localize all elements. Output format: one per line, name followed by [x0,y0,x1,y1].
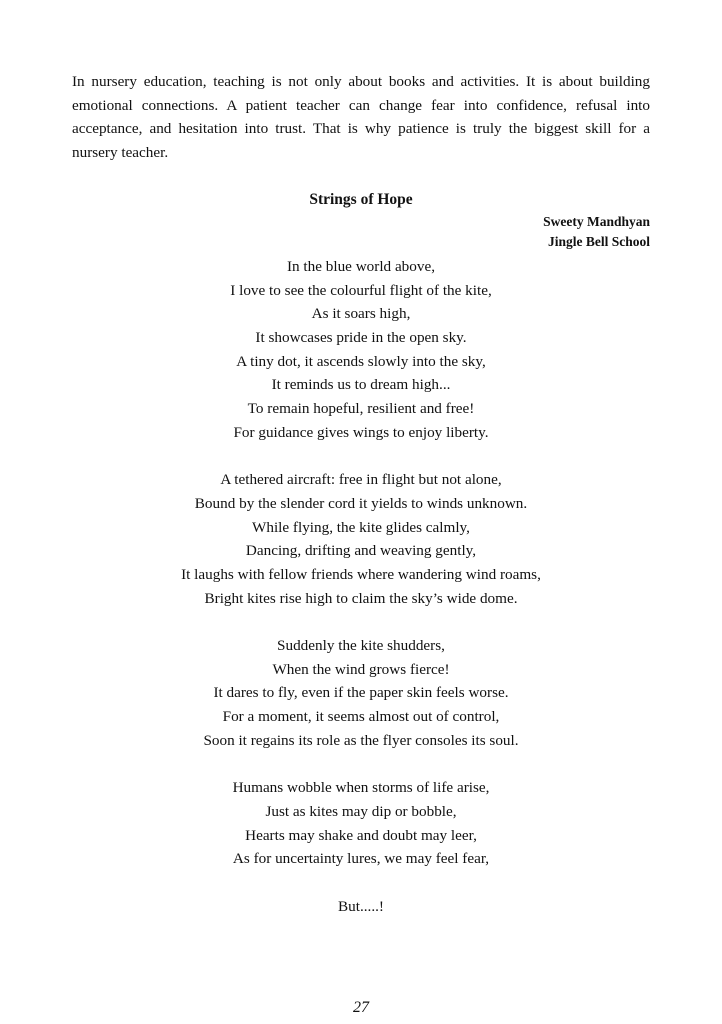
intro-paragraph: In nursery education, teaching is not only about books and activities. It is about building emotional connections. A patient teacher can change fear into confidence, refusal into acceptance, and hesitation into trust. That is why patience is truly the biggest skill for a nursery teacher. [72,73,650,162]
poem-line: For guidance gives wings to enjoy liberty. [233,423,489,441]
poem-line: Just as kites may dip or bobble, [265,802,457,820]
poem-line: I love to see the colourful flight of the kite, [230,281,492,299]
poem-line: But.....! [338,897,384,915]
poem-line: Humans wobble when storms of life arise, [232,779,490,797]
poem-body [0,255,722,918]
poem-stanza [0,776,722,871]
poem-stanza [0,255,722,445]
stanza-gap [0,445,722,469]
poem-line: For a moment, it seems almost out of control, [222,708,500,726]
poem-line: It laughs with fellow friends where wandering wind roams, [181,565,541,583]
page-number: 27 [353,999,369,1016]
poem-line: Suddenly the kite shudders, [277,637,445,654]
poem-line: Dancing, drifting and weaving gently, [245,542,477,560]
poem-line: To remain hopeful, resilient and free! [247,400,475,418]
poem-line: It dares to fly, even if the paper skin feels worse. [213,684,509,702]
poem-line: Soon it regains its role as the flyer consoles its soul. [203,731,519,749]
poem-stanza [0,468,722,610]
poem-line: In the blue world above, [286,258,436,275]
poem-line: As it soars high, [311,305,411,323]
poem-line: A tiny dot, it ascends slowly into the sky, [236,352,486,370]
poem-line: Hearts may shake and doubt may leer, [245,826,477,844]
poem-title: Strings of Hope [309,191,413,208]
poem-line: As for uncertainty lures, we may feel fear, [232,850,490,868]
stanza-gap [0,610,722,634]
poem-line: A tethered aircraft: free in flight but not alone, [220,471,502,489]
poem-line: When the wind grows fierce! [272,660,450,678]
poem-line: While flying, the kite glides calmly, [252,518,470,536]
stanza-gap [0,871,722,895]
stanza-gap [0,752,722,776]
poem-line: Bright kites rise high to claim the sky’s wide dome. [204,589,518,607]
poem-school: Jingle Bell School [547,234,650,249]
poem-line: Bound by the slender cord it yields to winds unknown. [194,494,528,512]
poem-stanza [0,634,722,752]
poem-author: Sweety Mandhyan [543,214,650,229]
poem-line: It reminds us to dream high... [271,376,451,394]
poem-line: It showcases pride in the open sky. [255,329,467,347]
poem-stanza [0,895,722,919]
